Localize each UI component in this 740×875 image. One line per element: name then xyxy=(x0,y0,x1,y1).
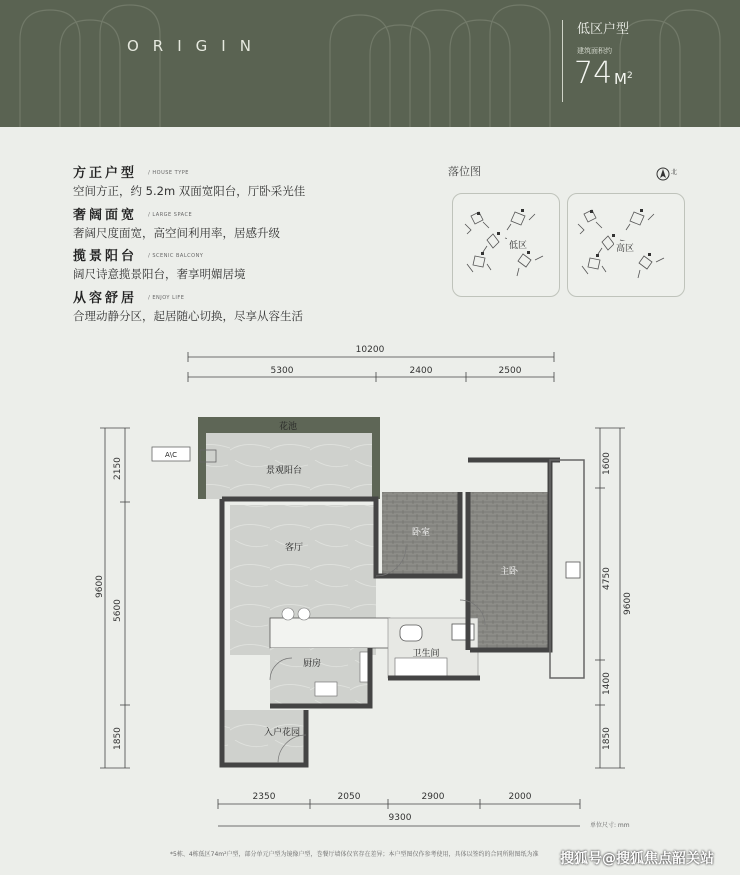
dim-bottom-total: 9300 xyxy=(388,813,412,823)
dim-bottom-a: 2350 xyxy=(252,792,276,802)
feature-title: 从容舒居 xyxy=(73,291,138,306)
dim-lines-right xyxy=(595,428,625,768)
dim-right-d: 1850 xyxy=(602,727,612,750)
feature-desc: 空间方正，约 5.2m 双面宽阳台，厅卧采光佳 xyxy=(73,184,306,198)
feature-en: / HOUSE TYPE xyxy=(148,169,189,176)
dim-right-a: 1600 xyxy=(602,452,612,475)
kitchen-floor xyxy=(270,648,370,706)
area-value: 74 xyxy=(574,56,613,91)
unit-type-label: 低区户型 xyxy=(577,22,630,37)
dim-left-total: 9600 xyxy=(95,575,105,598)
label-kitchen: 厨房 xyxy=(302,659,322,669)
dim-top-a: 5300 xyxy=(270,366,294,376)
feature-scenic-balcony xyxy=(73,245,246,282)
dim-right-total: 9600 xyxy=(623,592,633,615)
feature-desc: 阔尺诗意揽景阳台，奢享明媚居境 xyxy=(73,267,246,281)
area-label: 建筑面积约 xyxy=(577,47,612,55)
header-banner xyxy=(0,0,740,127)
unit-note: 单位尺寸: mm xyxy=(590,822,630,829)
footnote: *5栋、4栋低区74m²户型，部分单元户型为镜像户型，巻餐厅墙体仅官存在差异；本户型图仅作参考使用，具体以签约的合同所附图纸为准 xyxy=(170,851,539,858)
feature-title: 揽景阳台 xyxy=(73,249,138,264)
label-master: 主卧 xyxy=(499,567,519,577)
dim-left-b: 5600 xyxy=(113,599,123,622)
label-bathroom: 卫生间 xyxy=(412,649,440,659)
brand-logo-text: ORIGIN xyxy=(127,37,265,55)
feature-enjoy-life xyxy=(73,287,303,324)
dim-right-c: 1400 xyxy=(602,672,612,695)
dim-top-total: 10200 xyxy=(355,345,385,355)
dim-left-c: 1850 xyxy=(113,727,123,750)
label-ac: A\C xyxy=(164,451,178,459)
header-divider xyxy=(562,20,563,102)
site-label-high: 高区 xyxy=(614,241,636,254)
dim-bottom-c: 2900 xyxy=(421,792,445,802)
feature-en: / SCENIC BALCONY xyxy=(148,252,204,259)
dim-bottom-d: 2000 xyxy=(508,792,532,802)
compass-north-label: 北 xyxy=(671,169,678,176)
feature-en: / ENJOY LIFE xyxy=(148,294,185,301)
watermark: 搜狐号@搜狐焦点韶关站 xyxy=(560,851,714,867)
site-block-low xyxy=(452,193,560,297)
dim-right-b: 4750 xyxy=(602,567,612,590)
dim-top-c: 2500 xyxy=(498,366,522,376)
feature-desc: 奢阔尺度面宽，高空间利用率，居感升级 xyxy=(73,226,280,240)
dim-bottom-b: 2050 xyxy=(337,792,361,802)
feature-en: / LARGE SPACE xyxy=(148,211,193,218)
feature-title: 奢阔面宽 xyxy=(73,208,138,223)
label-living: 客厅 xyxy=(284,543,304,553)
site-block-high xyxy=(567,193,685,297)
area-unit: $M^2$ xyxy=(614,70,633,88)
label-entry-garden: 入户花园 xyxy=(263,728,301,738)
label-bedroom: 卧室 xyxy=(411,528,431,538)
feature-large-space xyxy=(73,204,280,241)
feature-house-type xyxy=(73,162,305,199)
dim-left-a: 2150 xyxy=(113,457,123,480)
feature-title: 方正户型 xyxy=(73,166,138,181)
feature-desc: 合理动静分区，起居随心切换，尽享从容生活 xyxy=(73,309,303,323)
label-flower-bed: 花池 xyxy=(278,422,298,432)
label-balcony: 景观阳台 xyxy=(265,466,303,476)
site-plan-title: 落位图 xyxy=(448,165,481,178)
site-label-low: 低区 xyxy=(507,238,529,251)
dim-top-b: 2400 xyxy=(409,366,433,376)
floor-plan xyxy=(70,340,670,850)
